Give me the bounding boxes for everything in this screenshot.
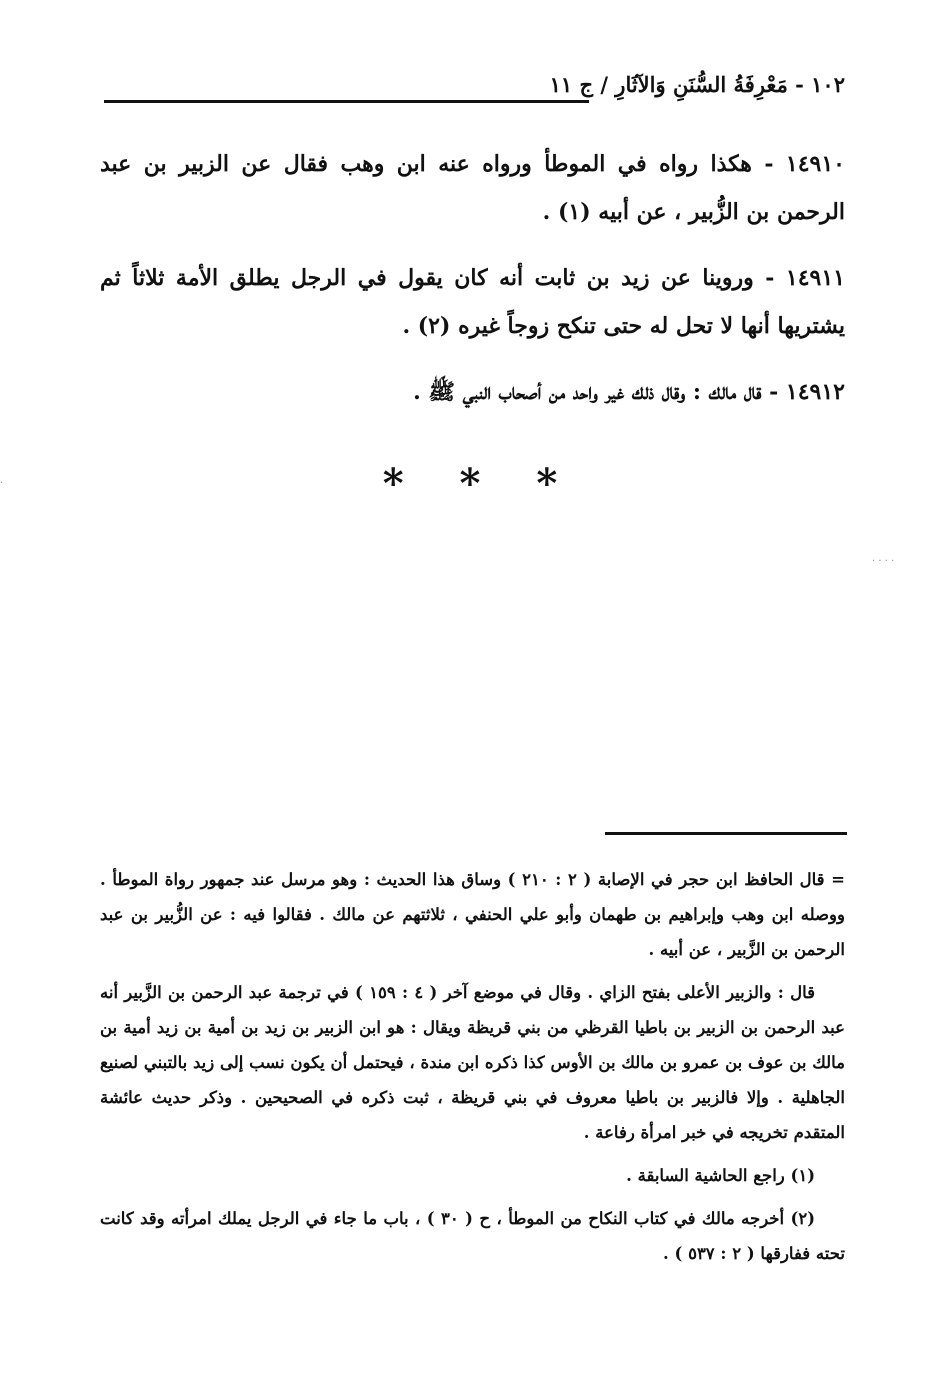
footnotes — [100, 862, 845, 1279]
scan-speck: · · · · — [872, 556, 895, 567]
main-text — [100, 140, 845, 434]
paragraph-14911: ١٤٩١١ - وروينا عن زيد بن ثابت أنه كان يقول في الرجل يطلق الأمة ثلاثاً ثم يشتريها أنها لا تحل له حتى تنكح زوجاً غيره (٢) . — [100, 265, 845, 339]
scan-speck: · — [0, 478, 4, 489]
paragraph-14910: ١٤٩١٠ - هكذا رواه في الموطأ ورواه عنه ابن وهب فقال عن الزبير بن عبد الرحمن بن الزُّبير ، عن أبيه (١) . — [100, 151, 845, 225]
paragraph-14912: ١٤٩١٢ - قال مالك : وقال ذلك غير واحد من أصحاب النبي ﷺ . — [413, 379, 845, 405]
header-rule — [104, 100, 589, 103]
section-separator: * * * — [382, 460, 558, 507]
footnote-rule — [605, 832, 847, 835]
footnote-continued: = قال الحافظ ابن حجر في الإصابة ( ٢ : ٢١٠ ) وساق هذا الحديث : وهو مرسل عند جمهور رواة الموطأ . ووصله ابن وهب وإبراهيم بن طهمان وأبو علي الحنفي ، ثلاثتهم عن مالك . فقالوا فيه : عن الزُّبير بن عبد الرحمن بن الزَّبير ، عن أبيه . — [100, 870, 845, 959]
footnote-continued-2: قال : والزبير الأعلى بفتح الزاي . وقال في موضع آخر ( ٤ : ١٥٩ ) في ترجمة عبد الرحمن بن الزَّبير أنه عبد الرحمن بن الزبير بن باطيا القرظي من بني قريظة ويقال : هو ابن الزبير بن زيد بن أمية بن زيد أمية بن مالك بن عوف بن عمرو بن مالك بن الأوس كذا ذكره ابن مندة ، فيحتمل أن يكون نسب إلى زيد بالتبني لصنيع الجاهلية . وإلا فالزبير بن باطيا معروف في بني قريظة ، ثبت ذكره في الصحيحين . وذكر حديث عائشة المتقدم تخريجه في خبر امرأة رفاعة . — [100, 983, 845, 1142]
running-head: ١٠٢ - مَعْرِفَةُ السُّنَنِ وَالآثَارِ / ج ١١ — [549, 72, 845, 97]
footnote-1: (١) راجع الحاشية السابقة . — [626, 1166, 815, 1185]
footnote-2: (٢) أخرجه مالك في كتاب النكاح من الموطأ ، ح ( ٣٠ ) ، باب ما جاء في الرجل يملك امرأته وقد كانت تحته ففارقها ( ٢ : ٥٣٧ ) . — [100, 1209, 845, 1263]
